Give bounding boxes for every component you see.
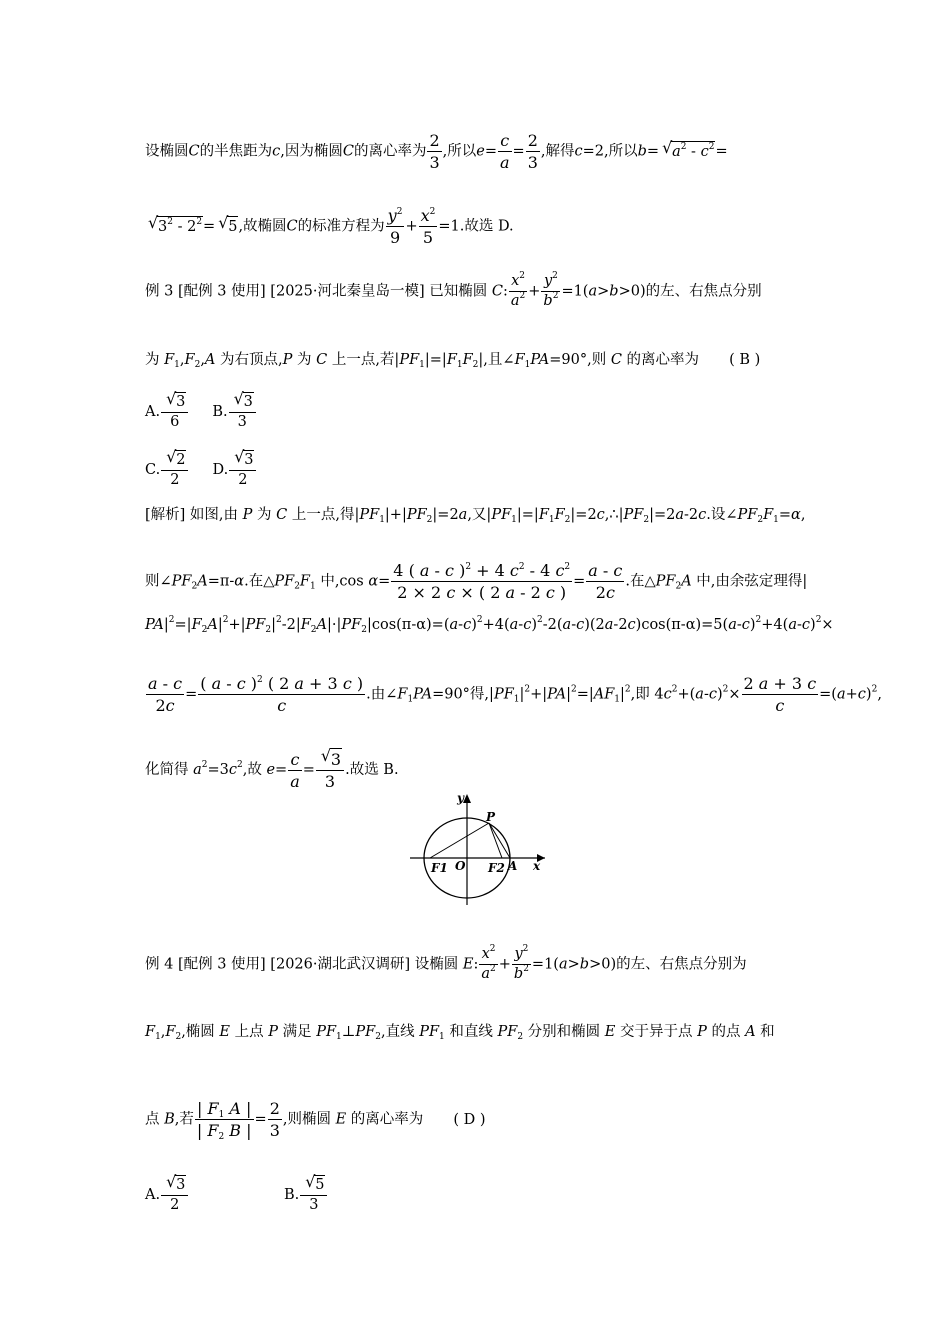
example4-stem-cont2: 点 B,若 $\frac{| F_1 A |}{| F_2 B |}$ = $\frac{2}{3}$ ,则椭圆 E 的离心率为 ( D ) [145,1099,486,1142]
example3-stem-cont: 为 $F_1,F_2,A$ 为右顶点,P 为 C 上一点,若$|PF_1|=|F_1F_2|$,且$\angle F_1PA=90^\circ$,则 C 的离心率为 ( B ) [145,352,761,370]
analysis-line-3: $PA|^2=|F_2A|^2+|PF_2|^2-2|F_2A|\cdot|PF_2|\cos(\pi-\alpha)=(a-c)^2+4(a-c)^2-2(a-c)(2a-2c)\cos(\pi-\alpha)=5(a-c)^2+4(a-c)^2\times$ [145,615,834,635]
point-a-label: A [508,859,518,873]
example3-stem: 例 3 [配例 3 使用] [2025·河北秦皇岛一模] 已知椭圆 C: $\frac{x^2}{a^2}$ + $\frac{y^2}{b^2}$ =1(a>b>0)的左、右焦点分别 [145,271,762,309]
ellipse-figure [405,790,550,910]
point-o-label: O [455,859,466,873]
solution-line-2: √ $3^2 - 2^2=$ √ 5,故椭圆C的标准方程为 $\frac{y^2}{9}$ + $\frac{x^2}{5}$ =1.故选 D. [148,206,514,247]
analysis-line-4: $\frac{a - c}{2c}$ = $\frac{( a - c )^2 ( 2 a + 3 c )}{c}$ .由$\angle F_1PA=90^\circ$得$,|PF_1|^2+|PA|^2=|AF_1|^2$,即 $4c^2+(a-c)^2\times$ $\frac{2 a + 3 c}{c}$ $=(a+c)^2$, [148,674,882,715]
example4-stem-cont: $F_1,F_2$,椭圆 E 上点 P 满足 $PF_1\perp PF_2$,直线 $PF_1$ 和直线 $PF_2$ 分别和椭圆 E 交于异于点 P 的点 A 和 [145,1024,775,1042]
axis-y-label: y [457,791,464,805]
example3-options-cd: C. √ 2 2 D. √ 3 2 [145,450,257,490]
analysis-line-1: [解析] 如图,由 P 为 C 上一点,得$|PF_1|+|PF_2|=2a$,又$|PF_1|=|F_1F_2|=2c,\therefore|PF_2|=2a-2c$.设$\angle PF_2F_1=\alpha$, [145,507,806,525]
axis-x-label: x [533,859,541,873]
point-f1-label: F1 [431,861,448,875]
example4-options: A. √ 3 2 B. √ 5 3 [145,1175,328,1215]
analysis-line-5: 化简得 $a^2=3c^2$,故 e= $\frac{c}{a}$ = √ 3 3 .故选 B. [145,746,399,791]
solution-line-1: 设椭圆C的半焦距为c,因为椭圆C的离心率为 $\frac{2}{3}$ ,所以e= $\frac{c}{a}$ = $\frac{2}{3}$ ,解得c=2,所以b= √ $a^2 - c^2=$ [145,131,728,172]
example3-options-ab: A. √ 3 6 B. √ 3 3 [145,392,257,432]
point-p-label: P [486,810,496,824]
point-f2-label: F2 [488,861,505,875]
example4-stem: 例 4 [配例 3 使用] [2026·湖北武汉调研] 设椭圆 E: $\frac{x^2}{a^2}$ + $\frac{y^2}{b^2}$ =1(a>b>0)的左、右焦点分别为 [145,944,747,982]
analysis-line-2: 则$\angle PF_2A=\pi-\alpha$.在$\triangle PF_2F_1$ 中,cos α= $\frac{4 ( a - c )^2 + 4 c^2 - 4 c^2}{2 \times 2 c \times ( 2 a - 2 c )}$ = $\frac{a - c}{2c}$ .在$\triangle PF_2A$ 中,由余弦定理得| [145,561,808,602]
